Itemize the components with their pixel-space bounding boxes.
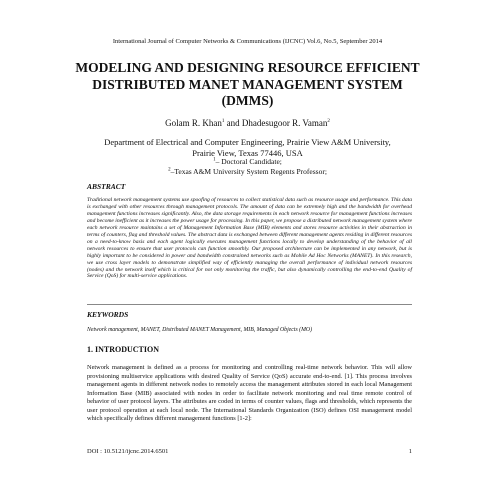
note-1: – Doctoral Candidate;	[215, 157, 282, 166]
note-2: –Texas A&M University System Regents Professor;	[170, 166, 327, 176]
author-line	[0, 118, 495, 128]
affiliation-line-1: Department of Electrical and Computer Engineering, Prairie View A&M University,	[104, 137, 391, 147]
affiliation	[70, 137, 425, 158]
author-2-superscript: 2	[327, 119, 330, 124]
keywords-body: Network management, MANET, Distributed MANET Management, MIB, Managed Objects (MO)	[87, 327, 313, 333]
paper-title	[40, 60, 455, 110]
note-1-superscript: 1	[213, 157, 216, 163]
keywords-heading: KEYWORDS	[87, 310, 129, 319]
title-line-3: (DMMS)	[221, 93, 274, 108]
title-line-2: DISTRIBUTED MANET MANAGEMENT SYSTEM	[92, 76, 403, 92]
introduction-body: Network management is defined as a process for monitoring and controlling real-time network behavior. This will allow provisioning multiservice applications with desired Quality of Service (QoS) accurate end-to-end. [1]. This process involves management agents in different network nodes to remotely access the management attributes stored in each local Management Information Base (MIB) associated with nodes in order to facilitate network monitoring and real time remote control of behavior of user protocol layers. The attributes are coded in terms of counter values, flags and thresholds, which represents the user protocol operation at each local node. The International Standards Organization (ISO) defines OSI management model which specifically defines different management functions [1-2]:	[87, 364, 412, 422]
title-line-1: MODELING AND DESIGNING RESOURCE EFFICIENT	[75, 60, 420, 75]
abstract-body: Traditional network management systems use spoofing of resources to collect statistical data such as resource usage and performance. This data is exchanged with other resources through management protocols. The amount of data can be extremely high and the bandwidth for overhead management functions increases significantly. Also, the data storage requirements in each network resource for management functions increases and become inefficient as it increases the power usage for processing. In this paper, we propose a distributed network management system where each network resource maintains a set of Management Information Base (MIB) elements and stores resource activities in their abstraction in terms of counters, flag and threshold values. The abstract data is exchanged between different management agents residing in different resources on a need-to-know basis and each agent logically executes management functions locally to develop understanding of the behavior of all network resources to ensure that user protocols can function smoothly. Our proposed architecture can be implemented in any network, but is highly important to be considered in power and bandwidth constrained networks such as Mobile Ad Hoc Networks (MANET). In this research, we use cross layer models to demonstrate simplified way of efficiently managing the overall performance of individual network resources (nodes) and the network itself which is critical for not only monitoring the traffic, but also dynamically controlling the end-to-end Quality of Service (QoS) for multi-service applications.	[87, 197, 412, 280]
author-notes	[70, 157, 425, 176]
abstract-divider	[87, 304, 412, 305]
affiliation-line-2: Prairie View, Texas 77446, USA	[192, 147, 303, 158]
journal-header: International Journal of Computer Networks & Communications (IJCNC) Vol.6, No.5, September 2014	[112, 38, 383, 45]
abstract-heading: ABSTRACT	[87, 182, 126, 191]
footer-doi: DOI : 10.5121/ijcnc.2014.6501	[87, 448, 169, 455]
author-2: Dhadesugoor R. Vaman	[241, 118, 328, 128]
author-1-superscript: 1	[221, 119, 225, 124]
author-1: Golam R. Khan	[165, 118, 222, 128]
author-conjunction: and	[226, 118, 240, 128]
note-2-superscript: 2	[168, 167, 171, 172]
page-number: 1	[408, 448, 412, 455]
introduction-heading: 1. INTRODUCTION	[87, 345, 160, 354]
